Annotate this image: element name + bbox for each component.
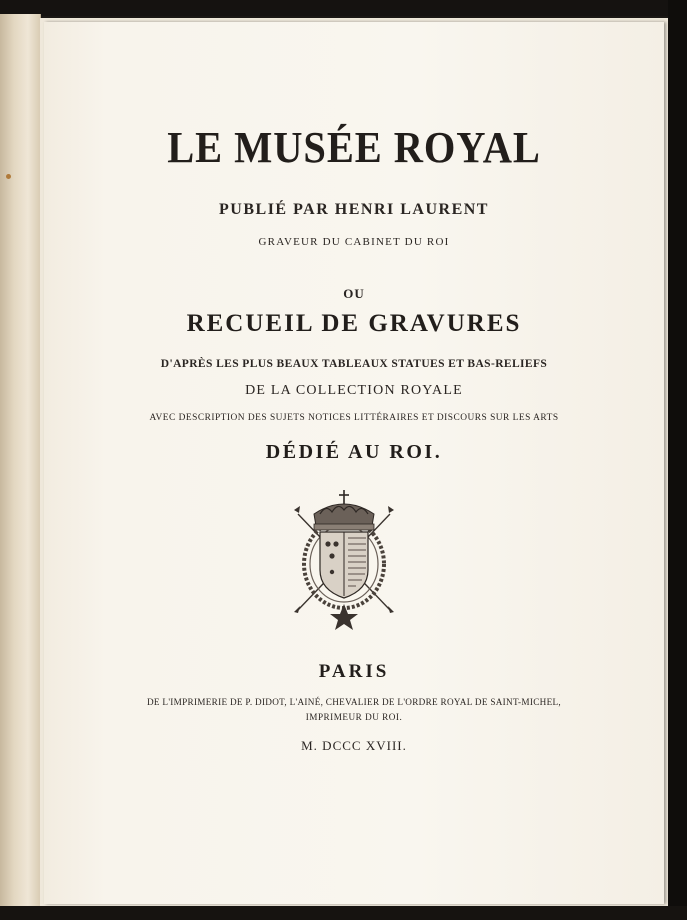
scan-background-top <box>0 0 687 16</box>
book-title: LE MUSÉE ROYAL <box>167 123 541 172</box>
engraver-line: GRAVEUR DU CABINET DU ROI <box>258 236 450 248</box>
after-line: D'APRÈS LES PLUS BEAUX TABLEAUX STATUES ET BAS-RELIEFS <box>160 358 548 370</box>
conjunction-line: OU <box>343 286 365 301</box>
publication-year: M. DCCC XVIII. <box>301 738 407 753</box>
collection-line: DE LA COLLECTION ROYALE <box>245 383 463 398</box>
subtitle: RECUEIL DE GRAVURES <box>186 310 522 337</box>
scan-background-bottom <box>0 906 687 920</box>
book-binding-edge <box>0 14 41 914</box>
publisher-line: PUBLIÉ PAR HENRI LAURENT <box>219 201 489 218</box>
printer-line-1: DE L'IMPRIMERIE DE P. DIDOT, L'AINÉ, CHEVALIER DE L'ORDRE ROYAL DE SAINT-MICHEL, <box>146 697 562 707</box>
scan-background-right <box>668 0 687 920</box>
imprint-city: PARIS <box>318 661 390 682</box>
binding-stain <box>6 174 11 179</box>
description-line: AVEC DESCRIPTION DES SUJETS NOTICES LITTÉRAIRES ET DISCOURS SUR LES ARTS <box>149 413 559 423</box>
printer-line-2: IMPRIMEUR DU ROI. <box>305 712 403 722</box>
royal-coat-of-arms-icon <box>286 486 402 636</box>
dedication: DÉDIÉ AU ROI. <box>265 441 443 463</box>
